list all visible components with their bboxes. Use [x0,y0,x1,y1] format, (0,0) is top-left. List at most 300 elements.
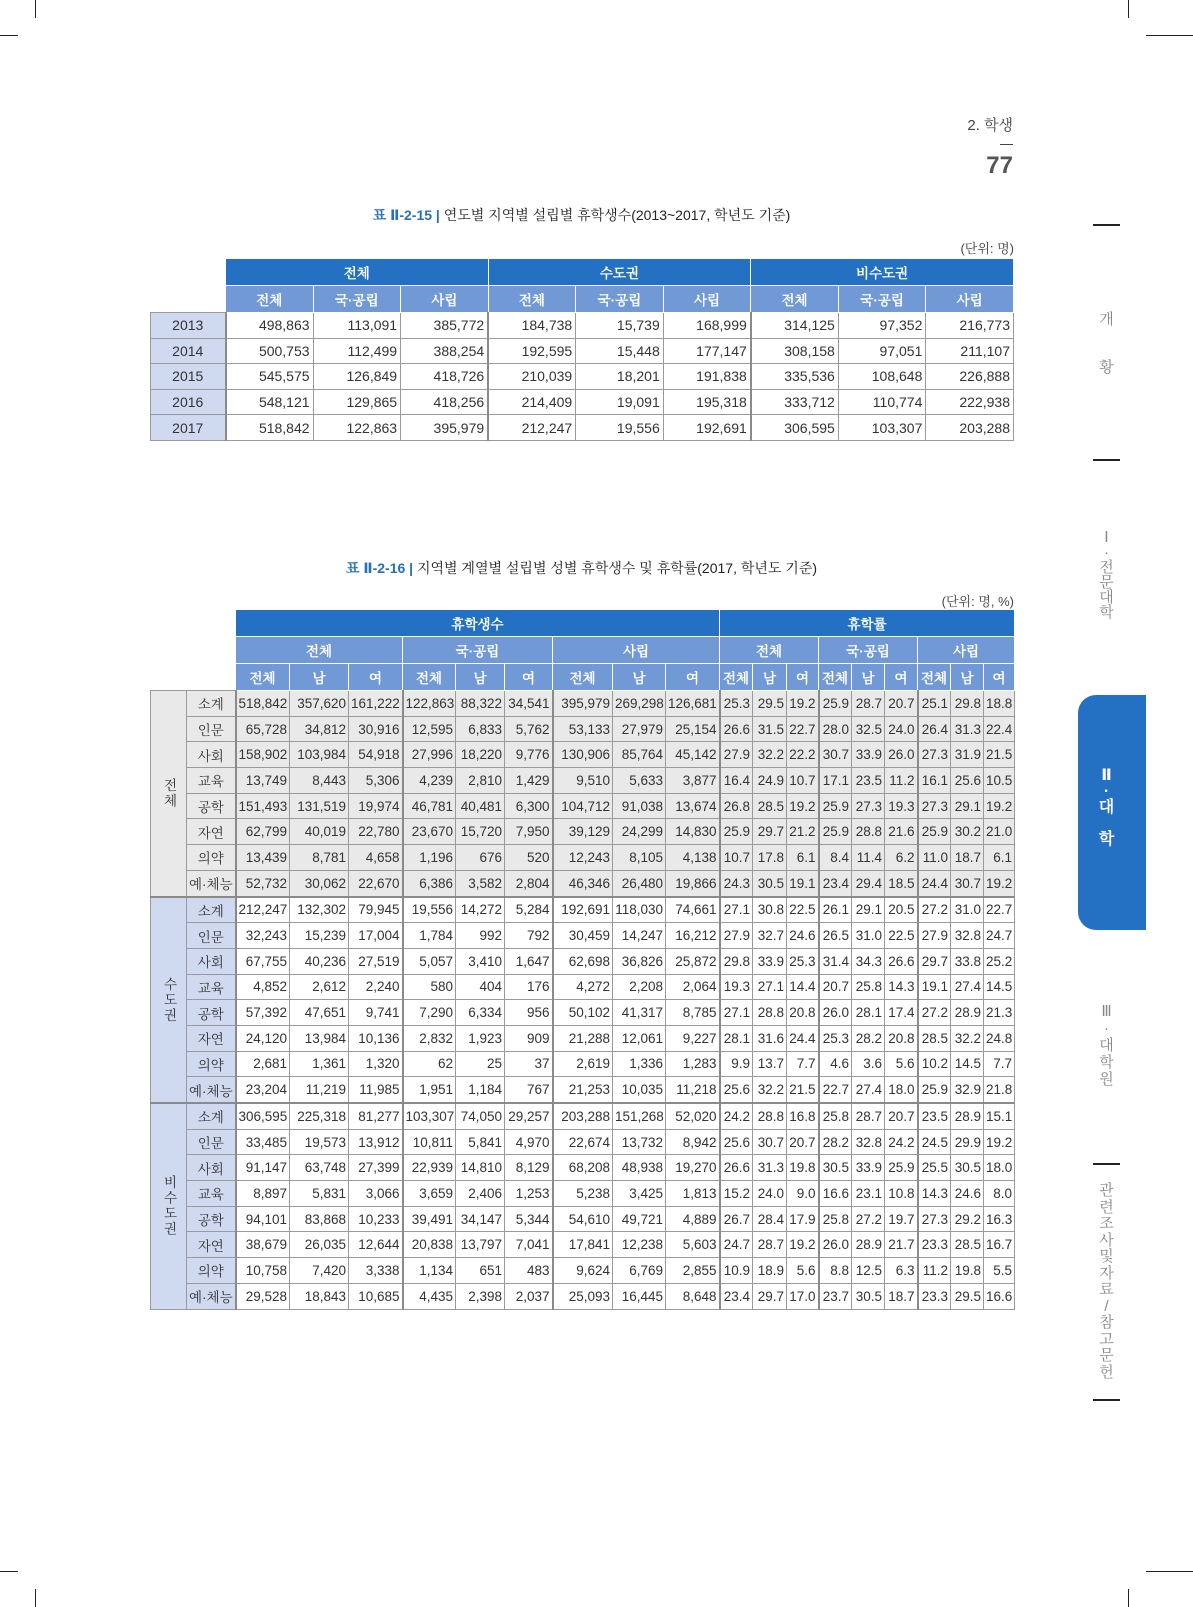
value-cell: 32.7 [753,923,787,949]
value-cell: 26.1 [819,897,852,923]
value-cell: 12,243 [553,845,613,871]
mid-header: 전체 [236,637,403,664]
value-cell: 112,499 [313,338,401,364]
value-cell: 54,918 [349,742,403,768]
leaf-header: 여 [666,664,720,691]
value-cell: 27.3 [852,793,885,819]
value-cell: 25.9 [885,1155,918,1181]
value-cell: 8,897 [236,1181,290,1207]
sub-header: 사립 [401,286,489,313]
value-cell: 20.8 [787,1000,819,1026]
value-cell: 16.1 [918,768,951,794]
value-cell: 1,253 [505,1181,553,1207]
value-cell: 26.0 [819,1232,852,1258]
value-cell: 314,125 [751,313,839,339]
value-cell: 28.2 [819,1129,852,1155]
value-cell: 580 [403,974,456,1000]
value-cell: 12,238 [613,1232,666,1258]
value-cell: 39,129 [553,819,613,845]
value-cell: 520 [505,845,553,871]
table-row [151,974,1015,1000]
leaf-header: 여 [885,664,918,691]
value-cell: 11.0 [918,845,951,871]
value-cell: 203,288 [553,1103,613,1129]
category-cell: 사회 [187,1155,236,1181]
value-cell: 25.6 [720,1077,753,1103]
value-cell: 62,698 [553,948,613,974]
value-cell: 28.0 [819,716,852,742]
value-cell: 25,093 [553,1283,613,1309]
value-cell: 22.7 [984,897,1015,923]
value-cell: 2,064 [666,974,720,1000]
value-cell: 24.7 [720,1232,753,1258]
sub-header: 국·공립 [576,286,664,313]
value-cell: 8.4 [819,845,852,871]
value-cell: 28.5 [918,1025,951,1051]
value-cell: 8,105 [613,845,666,871]
value-cell: 65,728 [236,716,290,742]
value-cell: 16.4 [720,768,753,794]
category-cell: 소계 [187,897,236,923]
side-tab-junior-college[interactable]: Ⅰ · 전 문 대 학 [1099,529,1114,621]
value-cell: 5,633 [613,768,666,794]
value-cell: 20,838 [403,1232,456,1258]
value-cell: 212,247 [488,415,576,441]
mid-header: 전체 [720,637,819,664]
value-cell: 12,644 [349,1232,403,1258]
leaf-header: 여 [349,664,403,691]
value-cell: 191,838 [663,364,751,390]
value-cell: 26.5 [819,923,852,949]
value-cell: 130,906 [553,742,613,768]
value-cell: 25.8 [852,974,885,1000]
value-cell: 13,912 [349,1129,403,1155]
value-cell: 30.2 [951,819,984,845]
leaf-header: 여 [787,664,819,691]
value-cell: 1,951 [403,1077,456,1103]
value-cell: 50,102 [553,1000,613,1026]
leaf-header: 남 [753,664,787,691]
value-cell: 22,939 [403,1155,456,1181]
value-cell: 212,247 [236,897,290,923]
category-cell: 예·체능 [187,1077,236,1103]
value-cell: 151,493 [236,793,290,819]
value-cell: 26.6 [720,1155,753,1181]
value-cell: 25.6 [951,768,984,794]
value-cell: 13,674 [666,793,720,819]
value-cell: 31.0 [852,923,885,949]
category-cell: 공학 [187,1206,236,1232]
value-cell: 27.2 [852,1206,885,1232]
value-cell: 1,283 [666,1051,720,1077]
table1-title: 연도별 지역별 설립별 휴학생수(2013~2017, 학년도 기준) [439,207,791,223]
value-cell: 306,595 [236,1103,290,1129]
value-cell: 122,863 [403,691,456,717]
value-cell: 8,781 [290,845,349,871]
value-cell: 418,256 [401,389,489,415]
value-cell: 27.4 [852,1077,885,1103]
table-row [151,415,1014,441]
value-cell: 25.3 [720,691,753,717]
category-cell: 사회 [187,948,236,974]
value-cell: 27,399 [349,1155,403,1181]
value-cell: 30.7 [753,1129,787,1155]
value-cell: 23.7 [819,1283,852,1309]
value-cell: 32.2 [753,1077,787,1103]
corner-cell [151,664,236,691]
leaf-header: 전체 [720,664,753,691]
value-cell: 28.7 [852,1103,885,1129]
corner-cell [151,286,226,313]
value-cell: 31.9 [951,742,984,768]
value-cell: 14.3 [885,974,918,1000]
region-cell: 비수도권 [151,1103,187,1309]
value-cell: 16,212 [666,923,720,949]
region-cell: 전체 [151,691,187,897]
value-cell: 21.0 [984,819,1015,845]
value-cell: 2,208 [613,974,666,1000]
category-cell: 의약 [187,1258,236,1284]
value-cell: 28.7 [852,691,885,717]
value-cell: 29.7 [918,948,951,974]
value-cell: 28.5 [753,793,787,819]
table1-unit: (단위: 명) [960,241,1014,256]
value-cell: 17.8 [753,845,787,871]
value-cell: 27,979 [613,716,666,742]
value-cell: 3,425 [613,1181,666,1207]
value-cell: 26,035 [290,1232,349,1258]
value-cell: 18.0 [984,1155,1015,1181]
table-row [151,364,1014,390]
value-cell: 30.5 [852,1283,885,1309]
value-cell: 25.2 [984,948,1015,974]
value-cell: 192,691 [553,897,613,923]
value-cell: 131,519 [290,793,349,819]
value-cell: 26.7 [720,1206,753,1232]
value-cell: 104,712 [553,793,613,819]
value-cell: 22.5 [787,897,819,923]
value-cell: 8.0 [984,1181,1015,1207]
value-cell: 25,154 [666,716,720,742]
value-cell: 992 [456,923,505,949]
value-cell: 335,536 [751,364,839,390]
value-cell: 25.9 [720,819,753,845]
value-cell: 6,769 [613,1258,666,1284]
category-cell: 인문 [187,923,236,949]
value-cell: 222,938 [926,389,1014,415]
value-cell: 74,661 [666,897,720,923]
value-cell: 10,035 [613,1077,666,1103]
section-title: 2. 학생 [967,117,1013,134]
value-cell: 81,277 [349,1103,403,1129]
table-row [151,742,1015,768]
value-cell: 49,721 [613,1206,666,1232]
value-cell: 22,780 [349,819,403,845]
value-cell: 15,720 [456,819,505,845]
table-row [151,1103,1015,1129]
value-cell: 4,889 [666,1206,720,1232]
value-cell: 24.6 [787,923,819,949]
value-cell: 404 [456,974,505,1000]
value-cell: 27.1 [720,1000,753,1026]
value-cell: 10,136 [349,1025,403,1051]
side-tab-graduate-school[interactable]: Ⅲ · 대 학 원 [1099,1003,1114,1088]
table-row [151,948,1015,974]
value-cell: 25.9 [918,819,951,845]
value-cell: 28.8 [852,819,885,845]
value-cell: 792 [505,923,553,949]
value-cell: 5,762 [505,716,553,742]
value-cell: 122,863 [313,415,401,441]
value-cell: 29.7 [753,819,787,845]
value-cell: 16.8 [787,1103,819,1129]
value-cell: 28.7 [753,1232,787,1258]
value-cell: 25.9 [819,793,852,819]
category-cell: 공학 [187,793,236,819]
value-cell: 32.9 [951,1077,984,1103]
year-cell: 2015 [151,364,226,390]
value-cell: 6,386 [403,870,456,896]
value-cell: 118,030 [613,897,666,923]
value-cell: 24,120 [236,1025,290,1051]
leaf-header: 전체 [819,664,852,691]
value-cell: 10,811 [403,1129,456,1155]
side-tab-references[interactable]: 관 련 조 사 및 자 료 / 참 고 문 헌 [1099,1182,1114,1381]
value-cell: 88,322 [456,691,505,717]
value-cell: 32.8 [951,923,984,949]
value-cell: 30.7 [819,742,852,768]
value-cell: 31.3 [753,1155,787,1181]
value-cell: 22.5 [885,923,918,949]
value-cell: 33.9 [753,948,787,974]
table-row [151,923,1015,949]
value-cell: 2,832 [403,1025,456,1051]
value-cell: 85,764 [613,742,666,768]
crop-mark [1128,1589,1129,1607]
value-cell: 13,749 [236,768,290,794]
value-cell: 1,320 [349,1051,403,1077]
value-cell: 192,691 [663,415,751,441]
value-cell: 15.1 [984,1103,1015,1129]
value-cell: 17.0 [787,1283,819,1309]
mid-header: 국·공립 [819,637,918,664]
value-cell: 28.2 [852,1025,885,1051]
value-cell: 79,945 [349,897,403,923]
value-cell: 3,877 [666,768,720,794]
value-cell: 14,830 [666,819,720,845]
value-cell: 27.2 [918,897,951,923]
sub-header: 국·공립 [313,286,401,313]
value-cell: 21.3 [984,1000,1015,1026]
value-cell: 126,849 [313,364,401,390]
value-cell: 15,448 [576,338,664,364]
value-cell: 17.4 [885,1000,918,1026]
value-cell: 23.5 [852,768,885,794]
value-cell: 29,528 [236,1283,290,1309]
table-row [151,389,1014,415]
table-row [151,768,1015,794]
value-cell: 25.1 [918,691,951,717]
value-cell: 26.4 [918,716,951,742]
mid-header: 사립 [918,637,1015,664]
leaf-header: 남 [613,664,666,691]
sub-header: 전체 [226,286,314,313]
value-cell: 357,620 [290,691,349,717]
table-row [151,1025,1015,1051]
value-cell: 1,784 [403,923,456,949]
value-cell: 23.5 [918,1103,951,1129]
value-cell: 29.1 [852,897,885,923]
sub-header: 사립 [663,286,751,313]
value-cell: 13,439 [236,845,290,871]
value-cell: 18.9 [753,1258,787,1284]
year-cell: 2016 [151,389,226,415]
crop-mark [0,1571,18,1572]
table-row [151,1155,1015,1181]
category-cell: 소계 [187,1103,236,1129]
value-cell: 28.9 [852,1232,885,1258]
value-cell: 909 [505,1025,553,1051]
value-cell: 38,679 [236,1232,290,1258]
value-cell: 108,648 [838,364,926,390]
value-cell: 52,732 [236,870,290,896]
value-cell: 23.3 [918,1283,951,1309]
table-row [151,1000,1015,1026]
value-cell: 21.7 [885,1232,918,1258]
value-cell: 3,659 [403,1181,456,1207]
value-cell: 14.3 [918,1181,951,1207]
value-cell: 176 [505,974,553,1000]
top-header-rate: 휴학률 [720,610,1015,637]
value-cell: 34,812 [290,716,349,742]
value-cell: 30.5 [819,1155,852,1181]
value-cell: 17.1 [819,768,852,794]
value-cell: 16.6 [819,1181,852,1207]
value-cell: 7,041 [505,1232,553,1258]
value-cell: 32.5 [852,716,885,742]
value-cell: 103,307 [403,1103,456,1129]
value-cell: 7.7 [984,1051,1015,1077]
value-cell: 31.5 [753,716,787,742]
value-cell: 2,681 [236,1051,290,1077]
year-cell: 2017 [151,415,226,441]
value-cell: 177,147 [663,338,751,364]
value-cell: 4,970 [505,1129,553,1155]
value-cell: 27.3 [918,1206,951,1232]
value-cell: 2,804 [505,870,553,896]
value-cell: 26.6 [720,716,753,742]
value-cell: 483 [505,1258,553,1284]
value-cell: 26.6 [885,948,918,974]
value-cell: 30.8 [753,897,787,923]
value-cell: 1,196 [403,845,456,871]
value-cell: 5,831 [290,1181,349,1207]
value-cell: 195,318 [663,389,751,415]
value-cell: 14,247 [613,923,666,949]
value-cell: 6.1 [984,845,1015,871]
value-cell: 19,866 [666,870,720,896]
leaf-header: 남 [951,664,984,691]
value-cell: 17.9 [787,1206,819,1232]
value-cell: 30,062 [290,870,349,896]
value-cell: 103,307 [838,415,926,441]
value-cell: 28.5 [951,1232,984,1258]
year-cell: 2014 [151,338,226,364]
value-cell: 12,595 [403,716,456,742]
value-cell: 1,336 [613,1051,666,1077]
value-cell: 24.7 [984,923,1015,949]
category-cell: 사회 [187,742,236,768]
value-cell: 25.9 [819,819,852,845]
leaf-header: 남 [290,664,349,691]
value-cell: 4,239 [403,768,456,794]
value-cell: 19.2 [787,691,819,717]
value-cell: 10.2 [918,1051,951,1077]
value-cell: 3.6 [852,1051,885,1077]
top-header-count: 휴학생수 [236,610,720,637]
value-cell: 29.4 [852,870,885,896]
value-cell: 37 [505,1051,553,1077]
value-cell: 24,299 [613,819,666,845]
value-cell: 9,741 [349,1000,403,1026]
table2-unit: (단위: 명, %) [941,594,1014,609]
value-cell: 19.2 [787,793,819,819]
value-cell: 40,019 [290,819,349,845]
value-cell: 226,888 [926,364,1014,390]
value-cell: 4,435 [403,1283,456,1309]
value-cell: 19.3 [720,974,753,1000]
value-cell: 132,302 [290,897,349,923]
value-cell: 25.3 [787,948,819,974]
leaf-header: 전체 [918,664,951,691]
value-cell: 40,236 [290,948,349,974]
table-row [151,1283,1015,1309]
value-cell: 34,147 [456,1206,505,1232]
value-cell: 4,138 [666,845,720,871]
side-tab-overview[interactable]: 개 황 [1099,311,1114,376]
value-cell: 20.8 [885,1025,918,1051]
value-cell: 91,038 [613,793,666,819]
leaf-header: 전체 [553,664,613,691]
value-cell: 210,039 [488,364,576,390]
value-cell: 27.9 [720,923,753,949]
value-cell: 30,916 [349,716,403,742]
value-cell: 2,810 [456,768,505,794]
value-cell: 5,238 [553,1181,613,1207]
value-cell: 67,755 [236,948,290,974]
value-cell: 13.7 [753,1051,787,1077]
value-cell: 94,101 [236,1206,290,1232]
value-cell: 15,739 [576,313,664,339]
value-cell: 225,318 [290,1103,349,1129]
value-cell: 10.5 [984,768,1015,794]
value-cell: 110,774 [838,389,926,415]
value-cell: 18,201 [576,364,664,390]
value-cell: 269,298 [613,691,666,717]
value-cell: 14,810 [456,1155,505,1181]
value-cell: 32.2 [951,1025,984,1051]
value-cell: 14.5 [984,974,1015,1000]
value-cell: 18.0 [885,1077,918,1103]
value-cell: 2,240 [349,974,403,1000]
value-cell: 4,658 [349,845,403,871]
value-cell: 32.2 [753,742,787,768]
value-cell: 8,785 [666,1000,720,1026]
value-cell: 388,254 [401,338,489,364]
value-cell: 24.4 [918,870,951,896]
value-cell: 3,066 [349,1181,403,1207]
value-cell: 21,253 [553,1077,613,1103]
